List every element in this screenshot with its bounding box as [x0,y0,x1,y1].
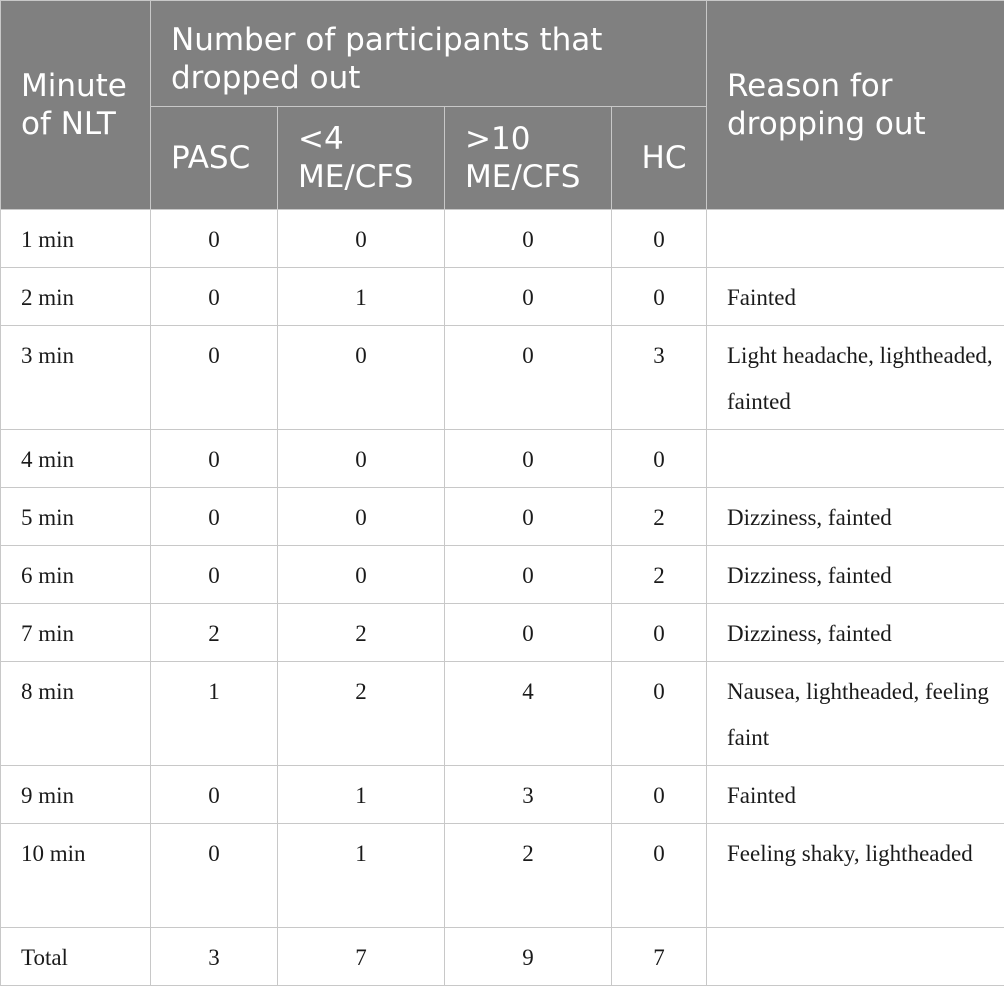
table-row [1,326,1004,430]
cell-minute: 9 min [1,766,151,824]
cell-hc: 2 [612,488,707,546]
table-row [1,268,1004,326]
cell-minute: 5 min [1,488,151,546]
cell-pasc: 3 [151,928,278,986]
header-reason: Reason for dropping out [707,1,1004,210]
cell-hc: 0 [612,210,707,268]
cell-hc: 0 [612,662,707,766]
header-me4: <4 ME/CFS [278,107,445,210]
cell-minute: Total [1,928,151,986]
header-hc: HC [612,107,707,210]
table-row [1,546,1004,604]
cell-me4: 1 [278,268,445,326]
cell-pasc: 2 [151,604,278,662]
cell-me10: 0 [445,268,612,326]
cell-me4: 0 [278,326,445,430]
cell-pasc: 0 [151,430,278,488]
header-pasc: PASC [151,107,278,210]
cell-me4: 2 [278,662,445,766]
cell-pasc: 0 [151,326,278,430]
cell-pasc: 0 [151,766,278,824]
cell-reason: Fainted [707,268,1004,326]
cell-hc: 0 [612,604,707,662]
cell-minute: 6 min [1,546,151,604]
cell-pasc: 0 [151,210,278,268]
cell-minute: 10 min [1,824,151,928]
cell-minute: 4 min [1,430,151,488]
cell-me4: 2 [278,604,445,662]
table-row [1,430,1004,488]
cell-me4: 0 [278,430,445,488]
table-row [1,824,1004,928]
cell-hc: 0 [612,824,707,928]
header-minute: Minute of NLT [1,1,151,210]
cell-minute: 7 min [1,604,151,662]
cell-me10: 0 [445,604,612,662]
cell-hc: 3 [612,326,707,430]
cell-me10: 4 [445,662,612,766]
cell-minute: 2 min [1,268,151,326]
cell-reason: Dizziness, fainted [707,604,1004,662]
cell-me4: 1 [278,824,445,928]
cell-minute: 8 min [1,662,151,766]
table-row [1,766,1004,824]
table-row [1,488,1004,546]
cell-me4: 7 [278,928,445,986]
cell-hc: 2 [612,546,707,604]
cell-reason [707,210,1004,268]
cell-reason: Dizziness, fainted [707,546,1004,604]
cell-me10: 0 [445,210,612,268]
cell-hc: 0 [612,268,707,326]
cell-me10: 0 [445,326,612,430]
cell-reason: Nausea, lightheaded, feeling faint [707,662,1004,766]
cell-pasc: 0 [151,488,278,546]
cell-me10: 0 [445,488,612,546]
cell-hc: 7 [612,928,707,986]
cell-pasc: 0 [151,824,278,928]
cell-hc: 0 [612,766,707,824]
cell-me10: 2 [445,824,612,928]
cell-reason: Feeling shaky, lightheaded [707,824,1004,928]
cell-reason: Dizziness, fainted [707,488,1004,546]
cell-me10: 3 [445,766,612,824]
cell-me4: 0 [278,546,445,604]
cell-reason: Light headache, lightheaded, fainted [707,326,1004,430]
table-row [1,604,1004,662]
table-row [1,662,1004,766]
header-me10: >10 ME/CFS [445,107,612,210]
cell-pasc: 1 [151,662,278,766]
cell-me4: 0 [278,210,445,268]
cell-minute: 1 min [1,210,151,268]
cell-me10: 9 [445,928,612,986]
cell-hc: 0 [612,430,707,488]
cell-reason: Fainted [707,766,1004,824]
cell-minute: 3 min [1,326,151,430]
cell-me4: 1 [278,766,445,824]
cell-pasc: 0 [151,546,278,604]
header-dropout-group: Number of participants that dropped out [151,1,707,107]
cell-reason [707,928,1004,986]
cell-reason [707,430,1004,488]
table-row-total [1,928,1004,986]
cell-me10: 0 [445,546,612,604]
table-row [1,210,1004,268]
cell-me4: 0 [278,488,445,546]
cell-me10: 0 [445,430,612,488]
cell-pasc: 0 [151,268,278,326]
